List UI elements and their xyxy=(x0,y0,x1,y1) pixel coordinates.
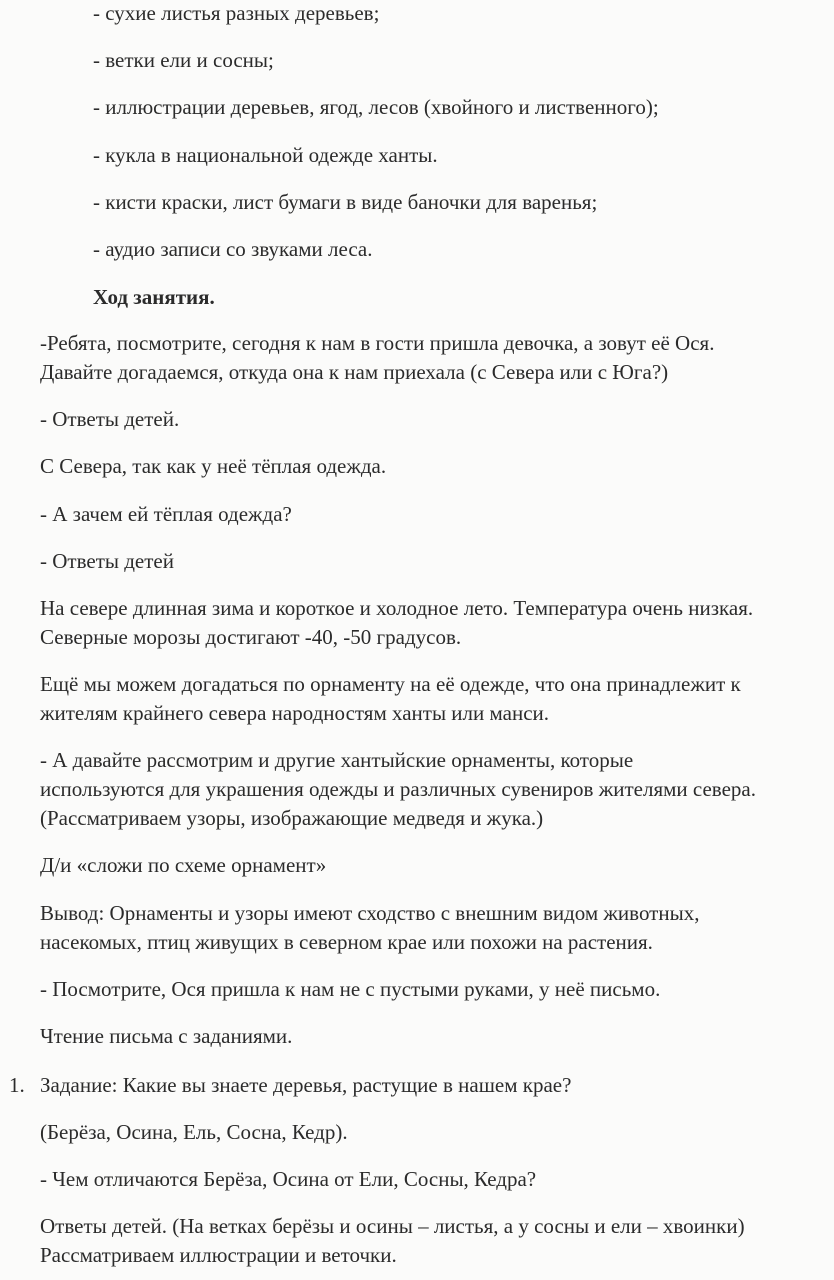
materials-item: - аудио записи со звуками леса. xyxy=(93,237,373,261)
paragraph-line: - Ответы детей xyxy=(40,549,174,573)
paragraph-line: - Посмотрите, Ося пришла к нам не с пустыми руками, у неё письмо. xyxy=(40,977,661,1001)
paragraph-line: насекомых, птиц живущих в северном крае или похожи на растения. xyxy=(40,930,653,954)
paragraph-line: С Севера, так как у неё тёплая одежда. xyxy=(40,454,387,478)
paragraph-line: Северные морозы достигают -40, -50 градусов. xyxy=(40,625,462,649)
paragraph-line: - А давайте рассмотрим и другие хантыйские орнаменты, которые xyxy=(40,748,634,772)
paragraph-line: Рассматриваем иллюстрации и веточки. xyxy=(40,1243,397,1267)
paragraph-line: Ответы детей. (На ветках берёзы и осины – листья, а у сосны и ели – хвоинки) xyxy=(40,1214,745,1238)
paragraph-line: На севере длинная зима и короткое и холодное лето. Температура очень низкая. xyxy=(40,596,754,620)
materials-item: - ветки ели и сосны; xyxy=(93,48,274,72)
paragraph-line: - Чем отличаются Берёза, Осина от Ели, Сосны, Кедра? xyxy=(40,1167,537,1191)
paragraph-line: (Берёза, Осина, Ель, Сосна, Кедр). xyxy=(40,1120,348,1144)
materials-item: - иллюстрации деревьев, ягод, лесов (хвойного и лиственного); xyxy=(93,95,659,119)
task-text: Задание: Какие вы знаете деревья, растущие в нашем крае? xyxy=(40,1073,572,1097)
paragraph-line: используются для украшения одежды и различных сувениров жителями севера. xyxy=(40,777,756,801)
paragraph-line: - Ответы детей. xyxy=(40,407,180,431)
paragraph-line: Чтение письма с заданиями. xyxy=(40,1024,293,1048)
materials-item: - сухие листья разных деревьев; xyxy=(93,1,380,25)
paragraph-line: (Рассматриваем узоры, изображающие медведя и жука.) xyxy=(40,806,544,830)
paragraph-line: Вывод: Орнаменты и узоры имеют сходство с внешним видом животных, xyxy=(40,901,700,925)
paragraph-line: - А зачем ей тёплая одежда? xyxy=(40,502,292,526)
paragraph-line: Ещё мы можем догадаться по орнаменту на её одежде, что она принадлежит к xyxy=(40,672,741,696)
paragraph-line: жителям крайнего севера народностям ханты или манси. xyxy=(40,701,550,725)
task-number: 1. xyxy=(9,1073,25,1097)
materials-item: - кисти краски, лист бумаги в виде баночки для варенья; xyxy=(93,190,598,214)
section-heading: Ход занятия. xyxy=(93,285,215,309)
materials-item: - кукла в национальной одежде ханты. xyxy=(93,143,438,167)
paragraph-line: Д/и «сложи по схеме орнамент» xyxy=(40,853,327,877)
paragraph-line: -Ребята, посмотрите, сегодня к нам в гости пришла девочка, а зовут её Ося. xyxy=(40,331,715,355)
paragraph-line: Давайте догадаемся, откуда она к нам приехала (с Севера или с Юга?) xyxy=(40,360,669,384)
